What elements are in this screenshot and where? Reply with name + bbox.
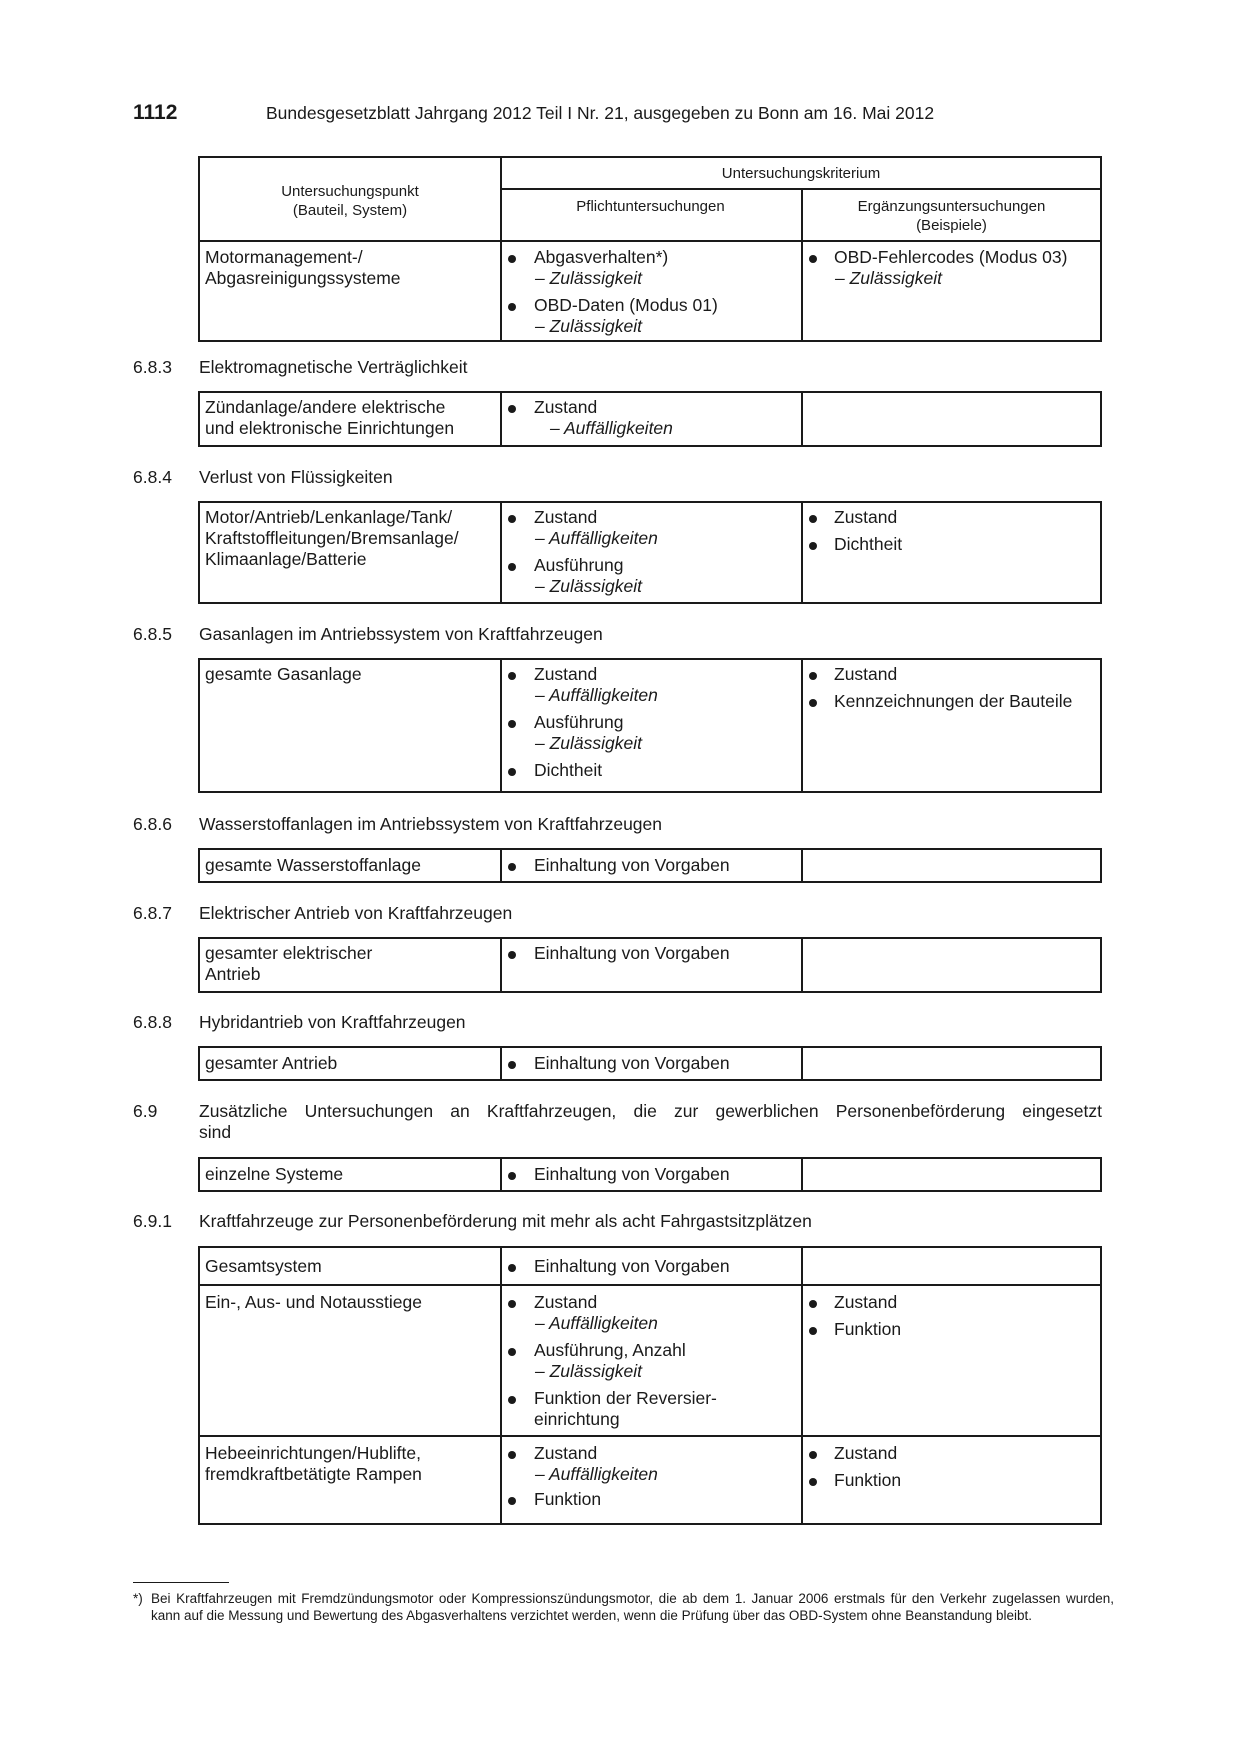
list-item: Zustand – Auffälligkeiten xyxy=(534,664,658,705)
bullet-icon xyxy=(508,1264,516,1272)
bullet-icon xyxy=(809,1451,817,1459)
cell-untersuchungspunkt: Motor/Antrieb/Lenkanlage/Tank/ Kraftstoffleitungen/Bremsanlage/ Klimaanlage/Batterie xyxy=(205,507,459,569)
list-item: Einhaltung von Vorgaben xyxy=(534,1164,730,1184)
section-title: Wasserstoffanlagen im Antriebssystem von Kraftfahrzeugen xyxy=(199,814,663,834)
list-item: Abgasverhalten*) – Zulässigkeit xyxy=(534,247,669,288)
section-number: 6.8.4 xyxy=(133,467,172,487)
header-untersuchungskriterium: Untersuchungskriterium xyxy=(721,165,881,182)
list-item: Funktion xyxy=(534,1489,602,1509)
list-item: Einhaltung von Vorgaben xyxy=(534,855,730,875)
list-item: OBD-Daten (Modus 01) – Zulässigkeit xyxy=(534,295,718,336)
cell-untersuchungspunkt: gesamte Wasserstoffanlage xyxy=(205,855,421,875)
cell-untersuchungspunkt: gesamter elektrischer Antrieb xyxy=(205,943,373,984)
cell-untersuchungspunkt: gesamter Antrieb xyxy=(205,1053,338,1073)
list-item: Funktion der Reversier- einrichtung xyxy=(534,1388,717,1429)
bullet-icon xyxy=(508,405,516,413)
section-title: Gasanlagen im Antriebssystem von Kraftfahrzeugen xyxy=(199,624,603,644)
list-item: Zustand – Auffälligkeiten xyxy=(534,397,673,438)
cell-untersuchungspunkt: einzelne Systeme xyxy=(205,1164,344,1184)
cell-untersuchungspunkt: Hebeeinrichtungen/Hublifte, fremdkraftbetätigte Rampen xyxy=(205,1443,422,1484)
cell-untersuchungspunkt: Zündanlage/andere elektrische und elektronische Einrichtungen xyxy=(205,397,455,438)
bullet-icon xyxy=(809,515,817,523)
bullet-icon xyxy=(508,1348,516,1356)
section-number: 6.9 xyxy=(133,1101,158,1121)
table-emv xyxy=(198,391,1102,447)
bullet-icon xyxy=(508,1396,516,1404)
bullet-icon xyxy=(809,542,817,550)
footnote-text: Bei Kraftfahrzeugen mit Fremdzündungsmotor oder Kompressionszündungsmotor, die ab dem 1. Januar 2006 erstmals für den Verkehr zugelassen wurden, kann auf die Messung und Bewertung des Abgasverhaltens verzichtet werden, wenn die Prüfung über das OBD-System ohne Beanstandung bleibt. xyxy=(151,1591,1114,1623)
table-elektrischer-antrieb xyxy=(198,937,1102,993)
list-item: Ausführung, Anzahl – Zulässigkeit xyxy=(534,1340,686,1381)
bullet-icon xyxy=(508,563,516,571)
section-number: 6.8.6 xyxy=(133,814,172,834)
bullet-icon xyxy=(508,951,516,959)
bullet-icon xyxy=(809,1327,817,1335)
cell-untersuchungspunkt: Ein-, Aus- und Notausstiege xyxy=(205,1292,422,1312)
table-gewerbliche-personenbefoerderung xyxy=(198,1157,1102,1192)
footnote-marker: *) xyxy=(133,1591,143,1606)
bullet-icon xyxy=(508,1061,516,1069)
cell-untersuchungspunkt: Gesamtsystem xyxy=(205,1256,322,1276)
bullet-icon xyxy=(809,672,817,680)
section-title: Zusätzliche Untersuchungen an Kraftfahrzeugen, die zur gewerblichen Personenbeförderung eingesetzt sind xyxy=(199,1101,1102,1142)
list-item: Zustand xyxy=(834,1292,898,1312)
section-title: Elektrischer Antrieb von Kraftfahrzeugen xyxy=(199,903,513,923)
bullet-icon xyxy=(508,768,516,776)
table-wasserstoffanlagen xyxy=(198,848,1102,883)
list-item: Zustand – Auffälligkeiten xyxy=(534,1292,658,1333)
section-number: 6.8.7 xyxy=(133,903,172,923)
section-number: 6.8.8 xyxy=(133,1012,172,1032)
header-col-untersuchungspunkt: Untersuchungspunkt (Bauteil, System) xyxy=(281,183,419,219)
header-ergaenzungsuntersuchungen: Ergänzungsuntersuchungen (Beispiele) xyxy=(857,198,1046,234)
list-item: Zustand xyxy=(834,507,898,527)
bullet-icon xyxy=(809,255,817,263)
bullet-icon xyxy=(508,303,516,311)
table-gasanlagen xyxy=(198,658,1102,793)
bullet-icon xyxy=(508,255,516,263)
header-pflichtuntersuchungen: Pflichtuntersuchungen xyxy=(576,198,725,215)
bullet-icon xyxy=(809,1478,817,1486)
bullet-icon xyxy=(508,1497,516,1505)
table-hybridantrieb xyxy=(198,1046,1102,1081)
section-number: 6.9.1 xyxy=(133,1211,172,1231)
section-title: Elektromagnetische Verträglichkeit xyxy=(199,357,468,377)
list-item: Dichtheit xyxy=(534,760,603,780)
list-item: Zustand – Auffälligkeiten xyxy=(534,1443,658,1484)
list-item: Ausführung – Zulässigkeit xyxy=(534,555,642,596)
list-item: Einhaltung von Vorgaben xyxy=(534,943,730,963)
list-item: Einhaltung von Vorgaben xyxy=(534,1053,730,1073)
bullet-icon xyxy=(508,672,516,680)
list-item: Zustand xyxy=(834,664,898,684)
section-title: Kraftfahrzeuge zur Personenbeförderung mit mehr als acht Fahrgastsitzplätzen xyxy=(199,1211,812,1231)
bullet-icon xyxy=(508,863,516,871)
bullet-icon xyxy=(508,1300,516,1308)
list-item: Zustand – Auffälligkeiten xyxy=(534,507,658,548)
list-item: Kennzeichnungen der Bauteile xyxy=(834,691,1073,711)
list-item: Einhaltung von Vorgaben xyxy=(534,1256,730,1276)
bullet-icon xyxy=(508,1451,516,1459)
running-head: Bundesgesetzblatt Jahrgang 2012 Teil I Nr. 21, ausgegeben zu Bonn am 16. Mai 2012 xyxy=(266,103,935,123)
list-item: Dichtheit xyxy=(834,534,903,554)
cell-untersuchungspunkt: Motormanagement-/ Abgasreinigungssysteme xyxy=(205,247,401,288)
page-number: 1112 xyxy=(133,101,178,124)
list-item: Ausführung – Zulässigkeit xyxy=(534,712,642,753)
bullet-icon xyxy=(508,515,516,523)
section-number: 6.8.5 xyxy=(133,624,172,644)
table-fluessigkeiten xyxy=(198,501,1102,604)
section-title: Verlust von Flüssigkeiten xyxy=(199,467,393,487)
cell-untersuchungspunkt: gesamte Gasanlage xyxy=(205,664,362,684)
table-personenbefoerderung-acht-sitze xyxy=(198,1246,1102,1525)
list-item: OBD-Fehlercodes (Modus 03) – Zulässigkeit xyxy=(834,247,1068,288)
bullet-icon xyxy=(508,720,516,728)
bullet-icon xyxy=(809,1300,817,1308)
list-item: Zustand xyxy=(834,1443,898,1463)
section-title: Hybridantrieb von Kraftfahrzeugen xyxy=(199,1012,466,1032)
table-motormanagement xyxy=(198,156,1102,342)
section-number: 6.8.3 xyxy=(133,357,172,377)
list-item: Funktion xyxy=(834,1319,902,1339)
bullet-icon xyxy=(809,699,817,707)
footnote-rule xyxy=(133,1582,229,1583)
bullet-icon xyxy=(508,1172,516,1180)
list-item: Funktion xyxy=(834,1470,902,1490)
